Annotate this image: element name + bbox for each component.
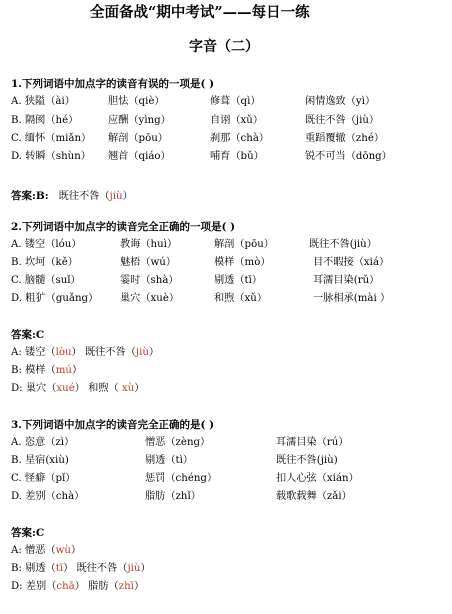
q1-row-d-col4: 锐不可当（dōng） [305, 151, 392, 162]
q3-row-b-col1: B. 星宿(xiù) [11, 455, 69, 466]
q1-answer-pinyin: jiù [109, 191, 123, 202]
q1-row-d-col2: 翘首（qiáo） [108, 151, 171, 162]
q2-answer-line-d-mid: ） 和煦（ [74, 383, 122, 394]
q3-answer-line [11, 564, 151, 574]
q2-row-b-col2: 魅梧（wú） [120, 257, 177, 268]
q2-row-c-col4: 耳濡目染(rǔ） [313, 275, 380, 286]
q2-answer-line [11, 348, 159, 358]
q2-row-a-col2: 教诲（huì） [120, 239, 178, 250]
q2-answer-line [11, 366, 82, 376]
q2-answer-line-d-pinyin-2: xù [121, 383, 135, 394]
q2-row-b-col4: 目不暇接（xiá） [313, 257, 390, 268]
q1-answer-close: ） [122, 191, 133, 202]
q2-answer-line-d-text: D: 巢穴（ [11, 383, 57, 394]
q1-row-c-col2: 解剖（pōu） [108, 133, 168, 144]
q2-row-d-col1: D. 粗犷（guǎng） [11, 293, 99, 304]
q1-row-a-col4: 闲情逸致（yì） [305, 96, 376, 107]
q3-row-d-col2: 脂肪（zhǐ） [145, 491, 201, 502]
q2-row-c-col3: 剔透（tī） [214, 275, 263, 286]
q3-answer-label: 答案:C [11, 527, 45, 539]
q3-answer-line-d-text: D: 差别（ [11, 581, 57, 592]
q1-row-b-col4: 既往不咎（jiù） [305, 115, 380, 126]
q3-row-b-col3: 既往不咎(jiù) [276, 455, 338, 466]
q2-answer-line-b-text: B: 模样（ [11, 365, 56, 376]
q3-answer-line-d-pinyin-2: zhī [118, 581, 134, 592]
q3-row-d-col3: 载歌载舞（zǎi） [276, 491, 352, 502]
q2-row-b-col3: 模样（mò） [214, 257, 271, 268]
q2-row-d-col4: 一脉相承(mài ） [313, 293, 391, 304]
q3-row-a-col2: 憎恶（zèng） [145, 437, 211, 448]
page-subtitle: 字音（二） [189, 39, 259, 55]
q3-answer-line [11, 546, 81, 556]
q1-row-b-col2: 应酬（yìng） [108, 115, 171, 126]
question-1-stem: 1.下列词语中加点字的读音有误的一项是( ) [11, 78, 215, 90]
q1-answer-text: 既往不咎（ [58, 191, 110, 202]
q3-row-c-col3: 扣人心弦（xián） [276, 473, 359, 484]
q3-answer-line-d-mid: ） 脂肪（ [74, 581, 119, 592]
q1-row-d-col3: 哺育（bǔ） [210, 151, 264, 162]
q2-answer-line-a-text: A: 镂空（ [11, 347, 56, 358]
q2-row-d-col3: 和煦（xǔ） [214, 293, 268, 304]
q1-row-c-col1: C. 缅怀（miǎn） [11, 133, 92, 144]
q2-answer-line-a-pinyin-2: jiù [135, 347, 149, 358]
q3-row-a-col3: 耳濡目染（rú） [276, 437, 349, 448]
q2-row-d-col2: 巢穴（xuè） [120, 293, 180, 304]
q2-row-c-col2: 霎时（shà） [120, 275, 179, 286]
q2-row-b-col1: B. 坎坷（kě） [11, 257, 78, 268]
q2-answer-line-d-end: ） [134, 383, 145, 394]
q3-row-b-col2: 剔透（tì） [145, 455, 194, 466]
q1-row-b-col1: B. 隔阂（hé） [11, 115, 79, 126]
question-3-stem: 3.下列词语中加点字的读音完全正确的是( ) [11, 419, 215, 431]
q3-answer-line [11, 582, 144, 592]
q3-answer-line-b-pinyin-2: jiù [127, 563, 141, 574]
q3-row-a-col1: A. 恣意（zì） [11, 437, 75, 448]
q3-answer-line-a-pinyin: wù [55, 545, 71, 556]
q2-answer-line [11, 384, 144, 394]
q2-answer-line-a-mid: ） 既往不咎（ [71, 347, 136, 358]
q1-row-c-col4: 重蹈覆辙（zhé） [305, 133, 385, 144]
q1-row-b-col3: 自诩（xǔ） [210, 115, 264, 126]
q1-row-a-col1: A. 狭隘（ài） [11, 96, 75, 107]
q3-answer-line-d-end: ） [133, 581, 145, 592]
page-title: 全面备战“期中考试”——每日一练 [90, 4, 310, 21]
q2-row-a-col3: 解剖（pōu） [214, 239, 274, 250]
q3-row-c-col2: 惩罚（chéng） [145, 473, 218, 484]
q1-answer-label: 答案:B: [11, 190, 49, 202]
q2-row-a-col1: A. 镂空（lóu） [11, 239, 82, 250]
q3-row-d-col1: D. 差别（chà） [11, 491, 85, 502]
question-2-stem: 2.下列词语中加点字的读音完全正确的一项是( ) [11, 221, 236, 233]
q2-answer-line-a-pinyin: lòu [55, 347, 72, 358]
q3-answer-line-a-text: A: 憎恶（ [11, 545, 56, 556]
q3-answer-line-b-end: ） [140, 563, 151, 574]
q3-answer-line-b-mid: ） 既往不咎（ [63, 563, 128, 574]
q2-answer-line-d-pinyin: xué [56, 383, 75, 394]
q3-row-c-col1: C. 怪癖（pǐ） [11, 473, 76, 484]
q3-answer-line-b-text: B: 剔透（ [11, 563, 56, 574]
q1-row-a-col2: 胆怯（qiè） [108, 96, 165, 107]
q2-row-a-col4: 既往不咎(jiù） [309, 239, 377, 250]
q3-answer-line-a-mid: ） [70, 545, 82, 556]
q2-answer-line-b-pinyin: mú [55, 365, 72, 376]
q2-answer-line-b-mid: ） [71, 365, 83, 376]
q1-row-c-col3: 刹那（chà） [210, 133, 270, 144]
q2-answer-line-a-end: ） [148, 347, 160, 358]
q2-answer-label: 答案:C [11, 329, 45, 341]
q3-answer-line-d-pinyin: chā [56, 581, 75, 592]
q1-row-a-col3: 修葺（qì） [210, 96, 261, 107]
q3-answer-line-b-pinyin: tī [55, 563, 64, 574]
q1-answer [11, 186, 133, 202]
q2-row-c-col1: C. 脑髓（suǐ） [11, 275, 81, 286]
q1-row-d-col1: D. 转瞬（shùn） [11, 151, 91, 162]
